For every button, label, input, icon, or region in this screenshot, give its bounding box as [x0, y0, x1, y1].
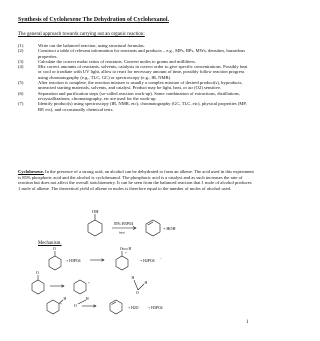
mechanism-diagram: [0, 246, 264, 318]
ring-5: [47, 300, 59, 314]
list-item-text: Calculate the correct molar ratios of reactants. Convert moles to grams and milliliters.: [38, 58, 196, 64]
atom-h: H: [63, 297, 67, 301]
atom-h: H: [131, 276, 135, 280]
list-item: [18, 48, 248, 59]
charge-minus: –: [160, 256, 162, 260]
ring-2: [116, 256, 128, 270]
list-item-text: Identify product(s) using spectroscopy (IR, NMR, etc), chromatography (GC, TLC, etc), physical properties (MP, BP, etc), and occasionally chemical tests.: [38, 101, 247, 112]
oh-label: OH: [92, 209, 99, 214]
paragraph-text: In the presence of a strong acid, an alcohol can be dehydrated to form an alkene. The acid used in this experiment is 85% phosphoric acid and the alcohol is cyclohexanol. The phosphoric acid is a catalyst and as such increases the rate of reaction but does not affect the overall stoichiometry. It can be seen from the balanced reaction that 1 mole of alcohol produces 1 mole of alkene. The theoretical yield of alkene in moles is therefore equal to the number of moles of alcohol used.: [18, 169, 254, 191]
atom-o: O: [36, 271, 39, 275]
list-item-number: (5): [18, 80, 24, 86]
charge-plus: +: [88, 281, 90, 285]
list-item-number: (3): [18, 58, 24, 64]
cyclohexanol-ring: [88, 220, 102, 236]
atom-h: H: [144, 281, 148, 285]
ring-4: [74, 280, 86, 294]
list-item: [18, 101, 248, 112]
atom-o: O: [120, 247, 123, 251]
list-item-number: (6): [18, 90, 24, 96]
atom-o: O: [74, 304, 77, 308]
atom-o: O: [53, 247, 56, 251]
ring-3: [32, 280, 44, 294]
atom-h: H: [128, 247, 132, 251]
atom-o: O: [136, 291, 139, 295]
reaction-scheme: [0, 206, 264, 240]
mechanism-heading: Mechanism.: [38, 241, 62, 246]
cyclohexene-paragraph: [18, 169, 254, 191]
water-label: + H2O: [128, 306, 139, 310]
byproduct-label: + HOH: [163, 226, 176, 231]
page-title-text: Synthesis of Cyclohexene The Dehydration of Cyclohexanol.: [18, 17, 169, 23]
bond: [78, 300, 86, 304]
list-item-text: Separation and purification steps (so-called reaction work-up). Some combination of extractions, distillations, recrystallizations, chromatography, etc are used for the work-up.: [38, 90, 240, 101]
intro-heading: The general approach towards carrying out an organic reaction:: [18, 32, 145, 37]
water-bond: [138, 284, 144, 290]
cyclohexene-ring: [146, 220, 160, 236]
list-item: [18, 64, 248, 80]
reagent-label: 85% H3PO4: [114, 222, 134, 226]
atom-h: H: [86, 297, 89, 301]
list-item-text: After reaction is complete, the reaction mixture is usually a complex mixture of desired product(s), byproducts, unreacted starting materials, solvents, and catalyst. Product may be light, heat, or air (O2) sensitive.: [38, 80, 243, 91]
page-number: 1: [246, 320, 249, 325]
list-item-number: (7): [18, 101, 24, 107]
acid-label: + H3PO4: [148, 306, 163, 310]
paragraph-term: Cyclohexene.: [18, 169, 44, 174]
ring-1: [49, 256, 61, 270]
list-item-number: (1): [18, 43, 24, 48]
water-bond: [134, 280, 138, 290]
page-title: [18, 17, 258, 24]
list-item-number: (4): [18, 64, 24, 70]
list-item-text: Construct a table of relevant information for reactants and products – e.g., MPs, BPs, MWs, densities, hazardous properties.: [38, 48, 246, 59]
charge-plus: +: [60, 302, 62, 306]
list-item-text: Mix correct amounts of reactants, solvents, catalysts in correct order to give specific concentrations. Possibly heat or cool or irradiate with UV light, allow to react for necessary amount of time, possibly follow reaction progress using chromatography (e.g., TLC, GC) or spectroscopy (e.g., IR, NMR).: [38, 64, 248, 80]
charge-plus: +: [125, 251, 127, 255]
list-item: [18, 80, 248, 91]
product-label: + H2PO4: [140, 259, 155, 263]
reagent-label: + H3PO4: [66, 259, 81, 263]
condition-label: heat: [119, 230, 125, 235]
procedure-list: [18, 43, 248, 112]
list-item-number: (2): [18, 48, 24, 54]
list-item-text: Write out the balanced reaction, using structural formulas.: [38, 43, 145, 48]
list-item: [18, 91, 248, 102]
